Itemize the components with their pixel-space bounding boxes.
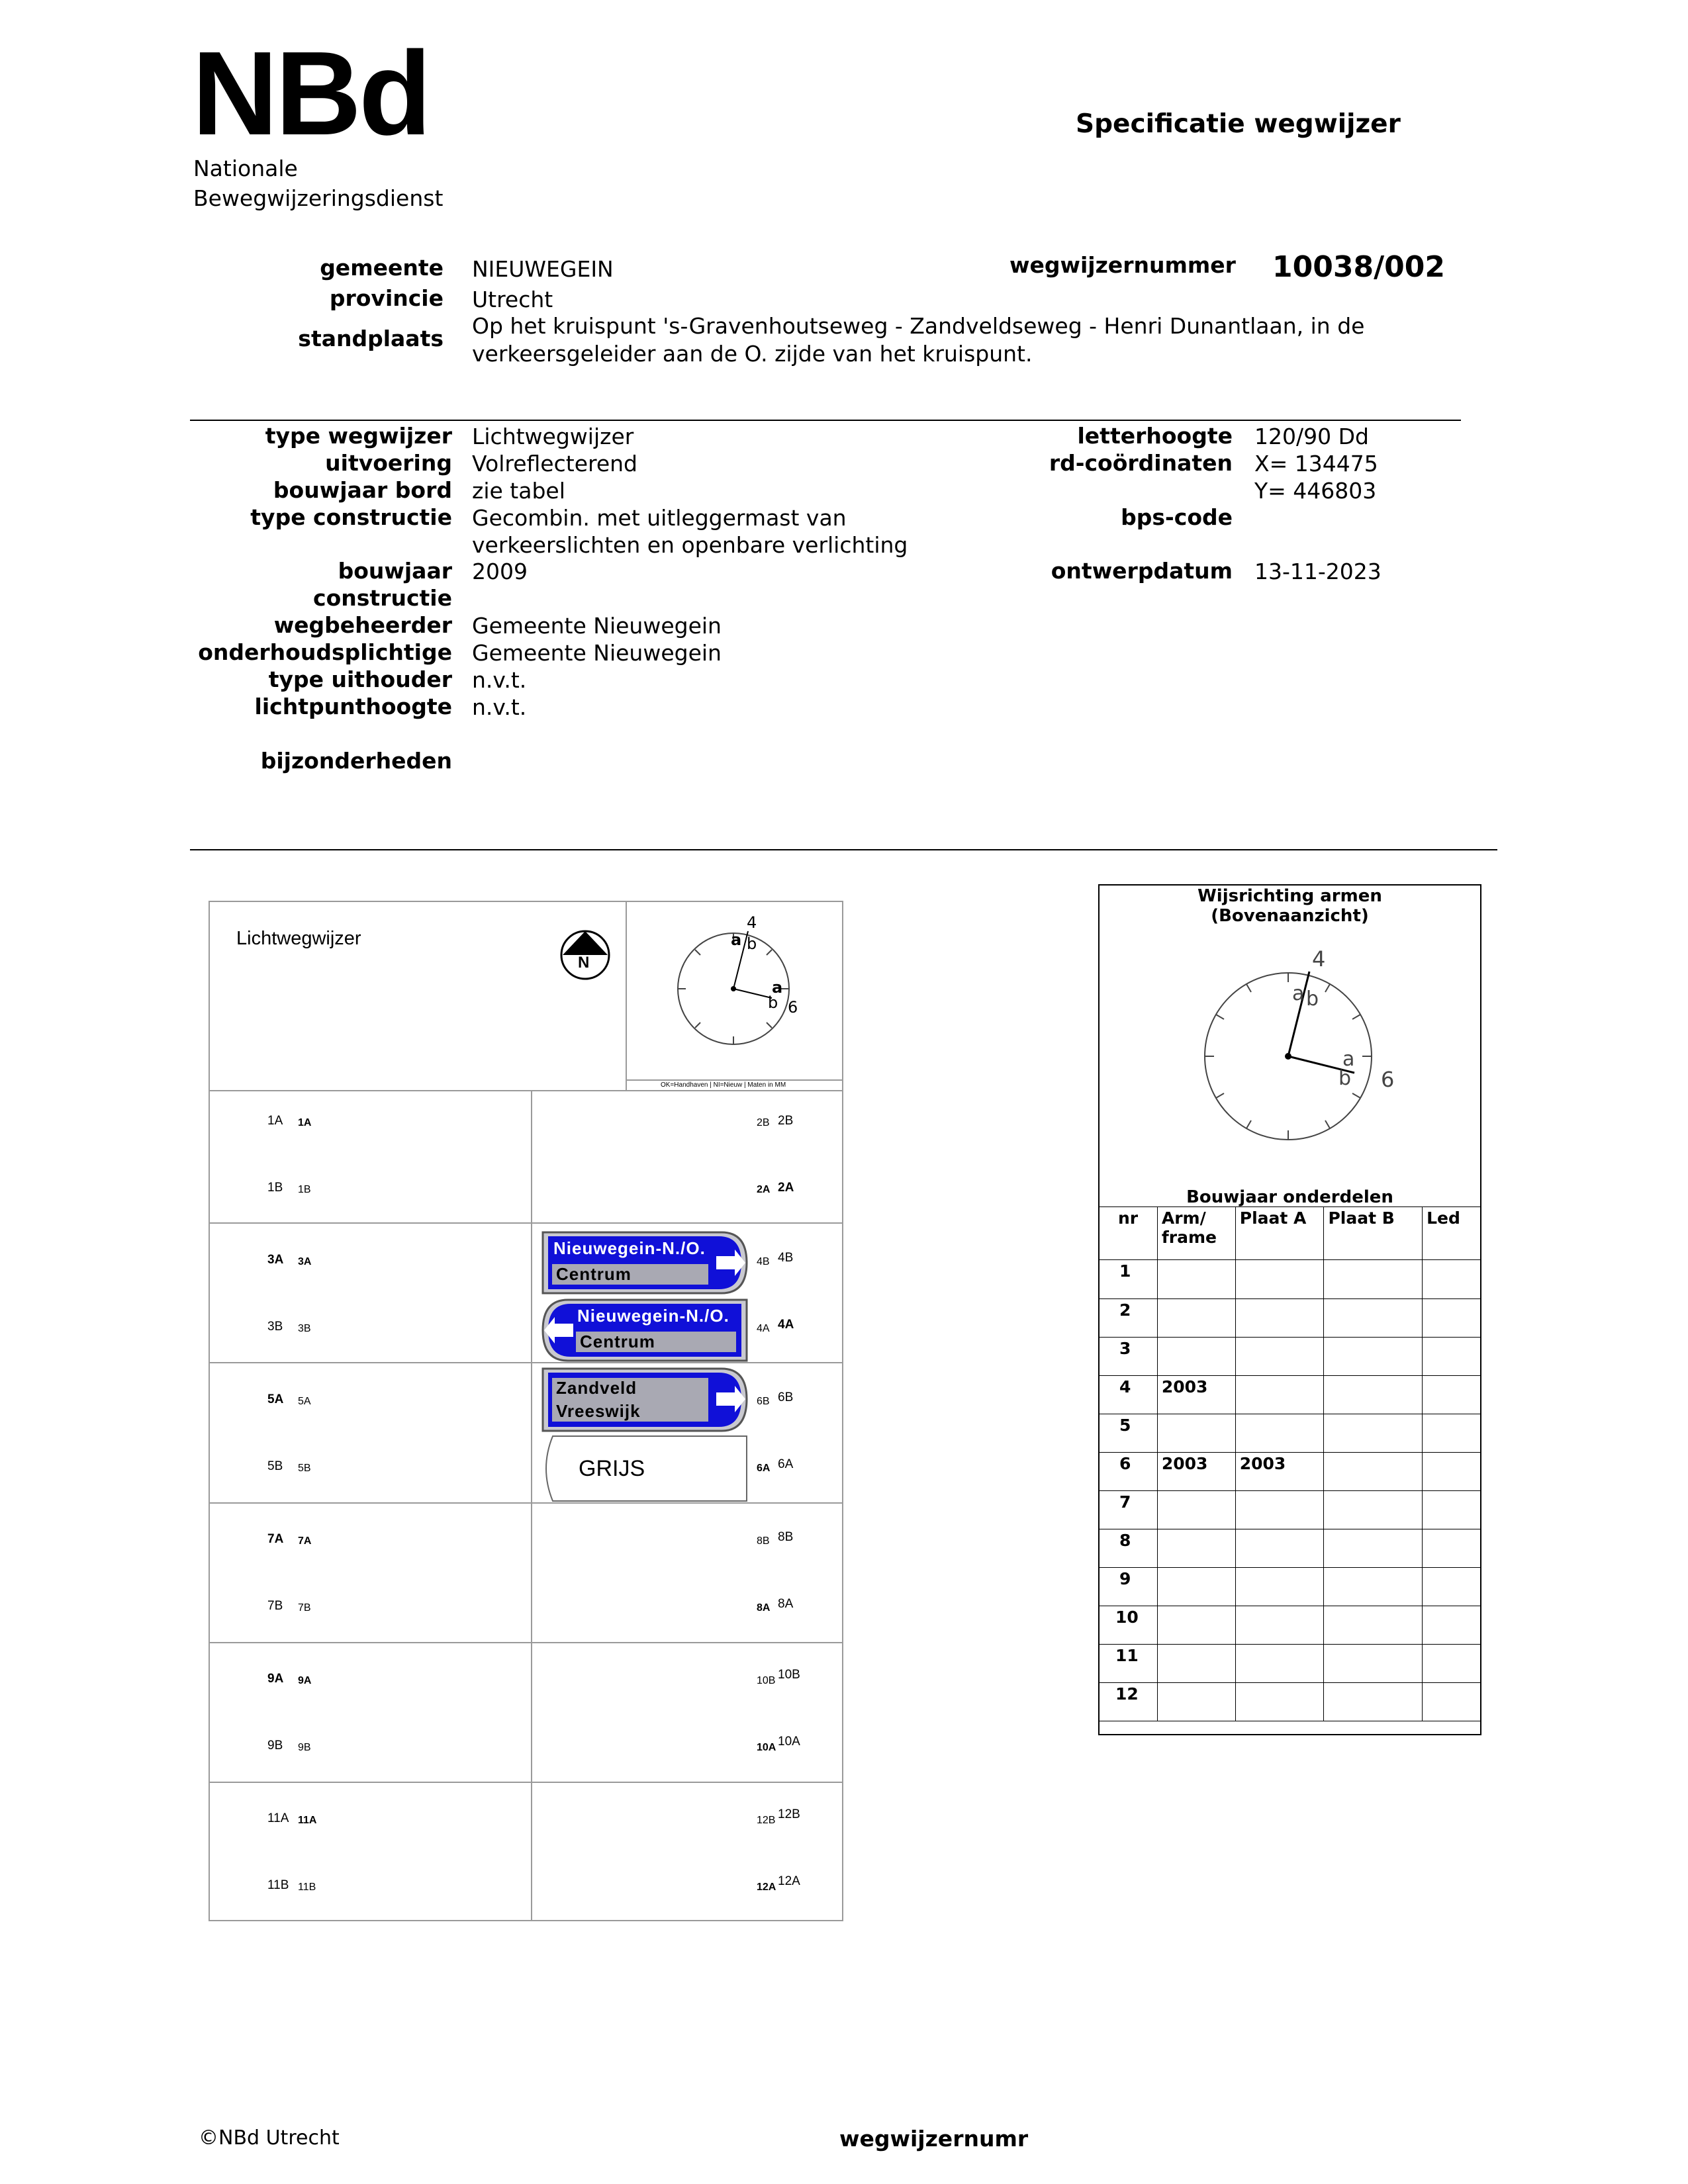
letterhoogte-value: 120/90 Dd bbox=[1254, 424, 1369, 449]
bouwjaar-constructie-label-line1: bouwjaar bbox=[338, 558, 452, 584]
table-row bbox=[1100, 1338, 1481, 1376]
standplaats-label: standplaats bbox=[298, 326, 444, 351]
wegbeheerder-label: wegbeheerder bbox=[273, 612, 452, 638]
cell-arm bbox=[1157, 1606, 1235, 1645]
footer-center: wegwijzernumr bbox=[839, 2126, 1029, 2152]
ontwerpdatum-value: 13-11-2023 bbox=[1254, 559, 1382, 584]
pos-label: 9A bbox=[267, 1672, 284, 1686]
type-constructie-line2: verkeerslichten en openbare verlichting bbox=[472, 532, 908, 558]
table-row bbox=[1100, 1414, 1481, 1453]
cell-plaat-a bbox=[1235, 1529, 1324, 1568]
header-nr: nr bbox=[1100, 1207, 1158, 1260]
pos-label: 6A bbox=[778, 1457, 794, 1471]
letterhoogte-label: letterhoogte bbox=[1077, 423, 1233, 449]
table-header-row bbox=[1100, 1207, 1481, 1260]
drawing-compass-6: 6 bbox=[788, 998, 798, 1017]
pos-label: 10B bbox=[778, 1668, 800, 1682]
gemeente-label: gemeente bbox=[320, 255, 444, 281]
pos-label: 11A bbox=[267, 1811, 289, 1825]
pos-label-small: 7A bbox=[298, 1535, 312, 1547]
pos-label-small: 7B bbox=[298, 1602, 311, 1614]
pos-label: 12B bbox=[778, 1807, 800, 1821]
table-row bbox=[1100, 1606, 1481, 1645]
sign-4a-line2: Centrum bbox=[580, 1332, 655, 1351]
cell-led bbox=[1423, 1645, 1481, 1683]
cell-arm bbox=[1157, 1683, 1235, 1721]
cell-arm bbox=[1157, 1338, 1235, 1376]
cell-plaat-a bbox=[1235, 1645, 1324, 1683]
type-wegwijzer-value: Lichtwegwijzer bbox=[472, 424, 634, 449]
cell-plaat-a: 2003 bbox=[1235, 1453, 1324, 1491]
cell-plaat-a bbox=[1235, 1568, 1324, 1606]
pos-label: 10A bbox=[778, 1735, 800, 1749]
cell-plaat-b bbox=[1324, 1260, 1423, 1299]
bouwjaar-constructie-label-line2: constructie bbox=[313, 585, 452, 611]
cell-plaat-a bbox=[1235, 1260, 1324, 1299]
cell-plaat-a bbox=[1235, 1606, 1324, 1645]
pos-label: 6B bbox=[778, 1390, 794, 1404]
bouwjaar-table bbox=[1099, 1206, 1481, 1721]
table-row bbox=[1100, 1491, 1481, 1529]
cell-nr: 11 bbox=[1100, 1645, 1158, 1683]
cell-arm bbox=[1157, 1645, 1235, 1683]
pos-label: 2A bbox=[778, 1181, 794, 1195]
table-row bbox=[1100, 1529, 1481, 1568]
pos-label-small: 12B bbox=[757, 1815, 776, 1826]
uitvoering-label: uitvoering bbox=[325, 450, 452, 476]
pos-label: 1A bbox=[267, 1114, 283, 1128]
pos-label-small: 9A bbox=[298, 1675, 312, 1686]
document-title: Specificatie wegwijzer bbox=[1076, 109, 1401, 139]
table-row bbox=[1100, 1683, 1481, 1721]
cell-nr: 5 bbox=[1100, 1414, 1158, 1453]
pos-label: 3A bbox=[267, 1253, 284, 1267]
gemeente-value: NIEUWEGEIN bbox=[472, 256, 614, 282]
type-uithouder-label: type uithouder bbox=[268, 666, 452, 692]
cell-nr: 3 bbox=[1100, 1338, 1158, 1376]
header-arm: Arm/ frame bbox=[1157, 1207, 1235, 1260]
pos-label-small: 1B bbox=[298, 1184, 311, 1195]
table-row bbox=[1100, 1645, 1481, 1683]
pos-label-small: 8B bbox=[757, 1535, 770, 1547]
pos-label: 2B bbox=[778, 1114, 794, 1128]
pos-label-small: 9B bbox=[298, 1742, 311, 1753]
table-row bbox=[1100, 1260, 1481, 1299]
cell-nr: 1 bbox=[1100, 1260, 1158, 1299]
pos-label-small: 10B bbox=[757, 1675, 776, 1686]
arm-4-b-label: b bbox=[1306, 987, 1319, 1011]
arms-title: Wijsrichting armen bbox=[1197, 886, 1382, 906]
arm-4-label: 4 bbox=[1312, 946, 1326, 972]
cell-led bbox=[1423, 1568, 1481, 1606]
pos-label: 8A bbox=[778, 1597, 794, 1611]
pos-label-small: 10A bbox=[757, 1742, 776, 1753]
cell-led bbox=[1423, 1529, 1481, 1568]
lichtpunthoogte-value: n.v.t. bbox=[472, 694, 527, 720]
logo-subtitle-line1: Nationale bbox=[193, 156, 298, 181]
lichtpunthoogte-label: lichtpunthoogte bbox=[254, 694, 452, 719]
cell-plaat-b bbox=[1324, 1529, 1423, 1568]
cell-plaat-a bbox=[1235, 1414, 1324, 1453]
bouwjaar-bord-label: bouwjaar bord bbox=[273, 477, 452, 503]
cell-arm bbox=[1157, 1529, 1235, 1568]
sign-6a-text: GRIJS bbox=[579, 1456, 645, 1481]
type-wegwijzer-label: type wegwijzer bbox=[265, 423, 452, 449]
table-row bbox=[1100, 1453, 1481, 1491]
onderhoudsplichtige-value: Gemeente Nieuwegein bbox=[472, 640, 722, 666]
nbd-logo: NBd bbox=[192, 27, 429, 160]
cell-arm bbox=[1157, 1260, 1235, 1299]
table-row bbox=[1100, 1299, 1481, 1338]
cell-plaat-b bbox=[1324, 1568, 1423, 1606]
cell-arm bbox=[1157, 1568, 1235, 1606]
north-label: N bbox=[578, 954, 590, 972]
sign-4b-line2: Centrum bbox=[556, 1264, 632, 1284]
sign-6b-line1: Zandveld bbox=[556, 1378, 637, 1398]
drawing-compass-b2: b bbox=[768, 993, 778, 1012]
sign-6b-line2: Vreeswijk bbox=[556, 1401, 641, 1421]
header-plaat-b: Plaat B bbox=[1324, 1207, 1423, 1260]
drawing-compass-a2: a bbox=[772, 978, 783, 997]
table-title: Bouwjaar onderdelen bbox=[1186, 1187, 1393, 1207]
logo-subtitle-line2: Bewegwijzeringsdienst bbox=[193, 185, 444, 211]
pos-label: 7B bbox=[267, 1599, 283, 1613]
pos-label-small: 12A bbox=[757, 1882, 776, 1893]
pos-label-small: 8A bbox=[757, 1602, 771, 1614]
arm-6-a-label: a bbox=[1342, 1048, 1355, 1071]
pos-label-small: 2A bbox=[757, 1184, 771, 1195]
type-uithouder-value: n.v.t. bbox=[472, 667, 527, 693]
ontwerpdatum-label: ontwerpdatum bbox=[1051, 558, 1233, 584]
cell-plaat-a bbox=[1235, 1376, 1324, 1414]
cell-arm: 2003 bbox=[1157, 1376, 1235, 1414]
wegwijzernummer-value: 10038/002 bbox=[1272, 250, 1445, 284]
pos-label-small: 1A bbox=[298, 1117, 312, 1128]
drawing-compass-a1: a bbox=[731, 931, 742, 949]
cell-nr: 12 bbox=[1100, 1683, 1158, 1721]
cell-nr: 6 bbox=[1100, 1453, 1158, 1491]
bps-code-label: bps-code bbox=[1121, 504, 1233, 530]
cell-plaat-b bbox=[1324, 1491, 1423, 1529]
sign-4b-line1: Nieuwegein-N./O. bbox=[553, 1238, 706, 1258]
pos-label: 7A bbox=[267, 1532, 284, 1546]
cell-led bbox=[1423, 1606, 1481, 1645]
pos-label: 9B bbox=[267, 1739, 283, 1752]
cell-plaat-a bbox=[1235, 1491, 1324, 1529]
cell-plaat-a bbox=[1235, 1683, 1324, 1721]
pos-label-small: 5A bbox=[298, 1396, 311, 1407]
table-row bbox=[1100, 1376, 1481, 1414]
pos-label: 12A bbox=[778, 1874, 800, 1888]
header-plaat-a: Plaat A bbox=[1235, 1207, 1324, 1260]
cell-arm: 2003 bbox=[1157, 1453, 1235, 1491]
pos-label: 4A bbox=[778, 1318, 794, 1332]
cell-nr: 4 bbox=[1100, 1376, 1158, 1414]
cell-plaat-a bbox=[1235, 1338, 1324, 1376]
cell-led bbox=[1423, 1491, 1481, 1529]
pos-label: 1B bbox=[267, 1181, 283, 1195]
cell-arm bbox=[1157, 1414, 1235, 1453]
drawing-title: Lichtwegwijzer bbox=[236, 928, 361, 949]
arm-6-b-label: b bbox=[1338, 1067, 1352, 1090]
header-led: Led bbox=[1423, 1207, 1481, 1260]
pos-label-small: 3B bbox=[298, 1323, 311, 1334]
cell-plaat-b bbox=[1324, 1453, 1423, 1491]
cell-led bbox=[1423, 1414, 1481, 1453]
standplaats-line2: verkeersgeleider aan de O. zijde van het kruispunt. bbox=[472, 341, 1033, 367]
cell-arm bbox=[1157, 1491, 1235, 1529]
rd-y-value: Y= 446803 bbox=[1254, 478, 1377, 504]
pos-label-small: 6A bbox=[757, 1463, 771, 1474]
arms-subtitle: (Bovenaanzicht) bbox=[1211, 906, 1369, 926]
wegwijzernummer-label: wegwijzernummer bbox=[1009, 252, 1236, 278]
cell-plaat-b bbox=[1324, 1338, 1423, 1376]
cell-plaat-b bbox=[1324, 1645, 1423, 1683]
pos-label: 5A bbox=[267, 1392, 284, 1406]
drawing-compass-4: 4 bbox=[747, 913, 757, 932]
sign-4a-line1: Nieuwegein-N./O. bbox=[577, 1306, 729, 1326]
arms-compass-center bbox=[1285, 1053, 1291, 1060]
pos-label: 5B bbox=[267, 1459, 283, 1473]
bijzonderheden-label: bijzonderheden bbox=[260, 748, 452, 774]
cell-led bbox=[1423, 1260, 1481, 1299]
drawing-compass-b1: b bbox=[747, 934, 757, 953]
footer-copyright: ©NBd Utrecht bbox=[199, 2126, 340, 2150]
bouwjaar-bord-value: zie tabel bbox=[472, 478, 565, 504]
arm-4-a-label: a bbox=[1292, 982, 1305, 1005]
cell-nr: 7 bbox=[1100, 1491, 1158, 1529]
pos-label: 11B bbox=[267, 1878, 289, 1892]
cell-led bbox=[1423, 1453, 1481, 1491]
cell-nr: 9 bbox=[1100, 1568, 1158, 1606]
provincie-value: Utrecht bbox=[472, 287, 553, 312]
uitvoering-value: Volreflecterend bbox=[472, 451, 637, 477]
cell-arm bbox=[1157, 1299, 1235, 1338]
pos-label-small: 6B bbox=[757, 1396, 770, 1407]
pos-label-small: 4A bbox=[757, 1323, 770, 1334]
pos-label: 4B bbox=[778, 1251, 794, 1265]
cell-plaat-b bbox=[1324, 1606, 1423, 1645]
wegbeheerder-value: Gemeente Nieuwegein bbox=[472, 613, 722, 639]
cell-led bbox=[1423, 1683, 1481, 1721]
pos-label-small: 3A bbox=[298, 1256, 312, 1267]
cell-nr: 10 bbox=[1100, 1606, 1158, 1645]
cell-plaat-b bbox=[1324, 1299, 1423, 1338]
standplaats-line1: Op het kruispunt 's-Gravenhoutseweg - Zandveldseweg - Henri Dunantlaan, in de bbox=[472, 313, 1365, 339]
provincie-label: provincie bbox=[329, 285, 444, 311]
rd-x-value: X= 134475 bbox=[1254, 451, 1378, 477]
pos-label-small: 2B bbox=[757, 1117, 770, 1128]
pos-label-small: 5B bbox=[298, 1463, 311, 1474]
cell-plaat-b bbox=[1324, 1683, 1423, 1721]
table-row bbox=[1100, 1568, 1481, 1606]
onderhoudsplichtige-label: onderhoudsplichtige bbox=[198, 639, 452, 665]
arm-6-label: 6 bbox=[1381, 1067, 1395, 1092]
cell-led bbox=[1423, 1338, 1481, 1376]
pos-label-small: 11B bbox=[298, 1882, 316, 1893]
cell-plaat-b bbox=[1324, 1376, 1423, 1414]
type-constructie-label: type constructie bbox=[250, 504, 452, 530]
pos-label: 8B bbox=[778, 1530, 794, 1544]
rd-coordinaten-label: rd-coördinaten bbox=[1049, 450, 1233, 476]
bouwjaar-constructie-value: 2009 bbox=[472, 559, 528, 584]
pos-label-small: 4B bbox=[757, 1256, 770, 1267]
pos-label-small: 11A bbox=[298, 1815, 317, 1826]
pos-label: 3B bbox=[267, 1320, 283, 1334]
cell-plaat-b bbox=[1324, 1414, 1423, 1453]
cell-led bbox=[1423, 1376, 1481, 1414]
legend-note: OK=Handhaven | NI=Nieuw | Maten in MM bbox=[661, 1081, 786, 1089]
cell-nr: 2 bbox=[1100, 1299, 1158, 1338]
type-constructie-line1: Gecombin. met uitleggermast van bbox=[472, 505, 847, 531]
cell-nr: 8 bbox=[1100, 1529, 1158, 1568]
cell-led bbox=[1423, 1299, 1481, 1338]
cell-plaat-a bbox=[1235, 1299, 1324, 1338]
